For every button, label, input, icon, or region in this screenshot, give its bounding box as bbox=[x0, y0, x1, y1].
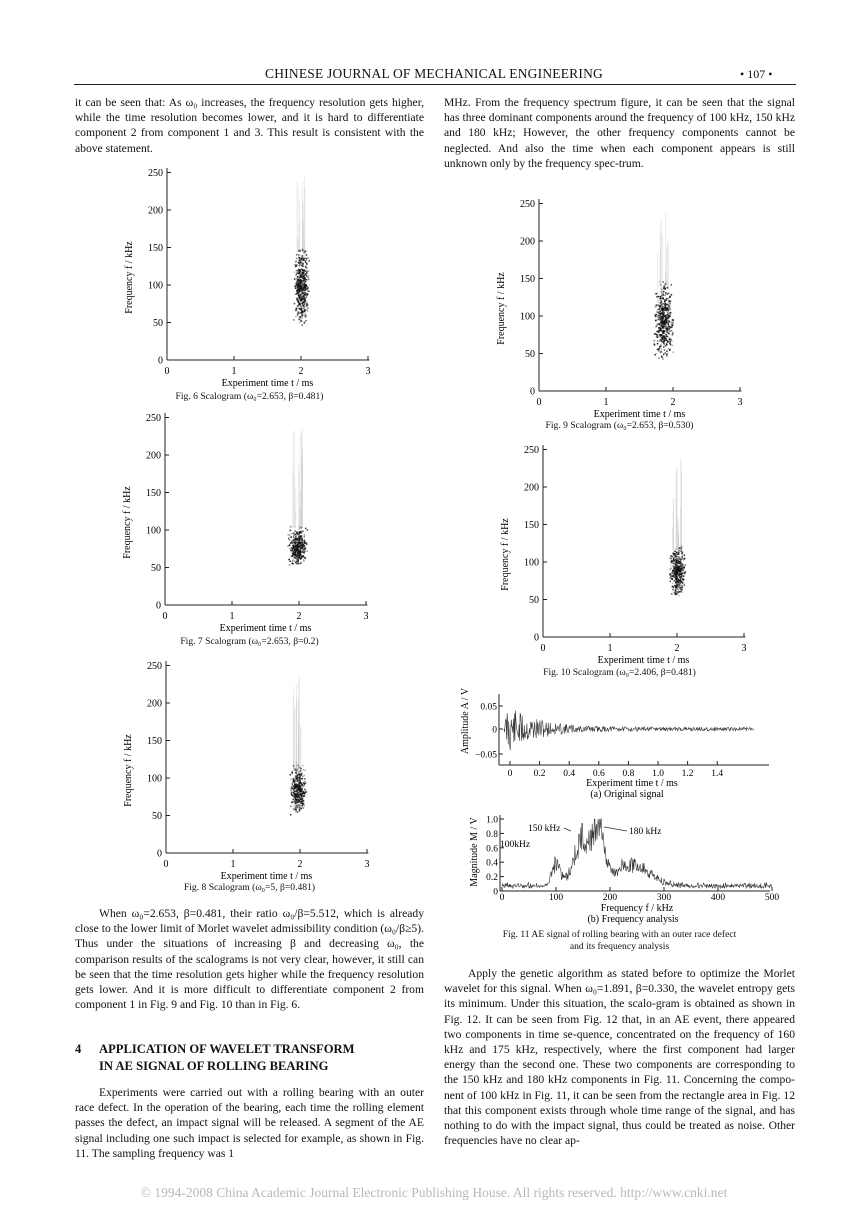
fig11b-y-tick: 0 bbox=[493, 887, 498, 898]
fig11a-x-tick: 1.4 bbox=[711, 769, 724, 779]
scalogram-energy bbox=[669, 458, 686, 597]
x-tick-label: 0 bbox=[540, 643, 546, 654]
fig11a-waveform bbox=[504, 711, 754, 751]
y-tick-label: 150 bbox=[524, 520, 539, 531]
y-tick-label: 0 bbox=[156, 600, 161, 612]
x-tick-label: 1 bbox=[229, 611, 235, 622]
y-tick-label: 250 bbox=[148, 168, 163, 179]
page-number: • 107 • bbox=[740, 67, 773, 81]
journal-title: CHINESE JOURNAL OF MECHANICAL ENGINEERING bbox=[265, 66, 603, 81]
fig11a-x-tick: 0.6 bbox=[592, 769, 605, 779]
fig6-caption: Fig. 6 Scalogram (ω₀=2.653, β=0.481) bbox=[175, 391, 324, 402]
fig11-caption: Fig. 11 AE signal of rolling bearing with an outer race defect and its frequency analysis bbox=[502, 929, 737, 952]
y-tick-label: 200 bbox=[147, 698, 162, 710]
x-tick-label: 0 bbox=[536, 397, 542, 408]
fig11b-y-tick: 1.0 bbox=[486, 815, 498, 826]
y-tick-label: 100 bbox=[524, 557, 539, 569]
fig11b-subcaption: (b) Frequency analysis bbox=[587, 914, 679, 925]
fig11a-axes bbox=[499, 694, 769, 765]
right-paragraph-1: MHz. From the frequency spectrum figure, it can be seen that the signal has three dominant components around the frequency of 100 kHz, 150 kHz and 180 kHz; However, the other frequency components cannot be neglected. And also the time when each component appears is still unknown only by the frequency spec-trum. bbox=[444, 96, 795, 170]
fig11b-xlabel: Frequency f / kHz bbox=[600, 903, 674, 914]
x-tick-label: 1 bbox=[231, 366, 237, 377]
fig11a-subcaption: (a) Original signal bbox=[590, 789, 664, 800]
scalogram-energy bbox=[287, 429, 308, 566]
y-tick-label: 250 bbox=[524, 445, 539, 456]
y-tick-label: 250 bbox=[147, 661, 162, 672]
x-tick-label: 3 bbox=[741, 643, 747, 654]
y-tick-label: 150 bbox=[520, 274, 535, 285]
y-tick-label: 0 bbox=[534, 632, 539, 644]
fig11b-y-tick: 0.8 bbox=[486, 829, 498, 840]
fig8-scalogram bbox=[111, 653, 401, 883]
y-tick-label: 200 bbox=[148, 205, 163, 217]
y-tick-label: 0 bbox=[530, 386, 535, 398]
fig6-scalogram bbox=[112, 160, 402, 390]
fig11b-y-tick: 0.2 bbox=[486, 873, 498, 884]
fig8-caption: Fig. 8 Scalogram (ω₀=5, β=0.481) bbox=[183, 882, 316, 893]
fig11a-x-tick: 0.8 bbox=[622, 769, 635, 779]
header-rule bbox=[74, 84, 796, 85]
y-axis-label: Frequency f / kHz bbox=[122, 486, 133, 559]
fig11-signal-plots bbox=[444, 688, 795, 928]
scalogram-energy bbox=[293, 175, 310, 326]
fig11b-x-tick: 200 bbox=[602, 893, 618, 903]
fig11a-y-tick: 0 bbox=[492, 725, 497, 736]
fig11a-y-tick: −0.05 bbox=[475, 750, 497, 761]
x-tick-label: 3 bbox=[365, 366, 371, 377]
y-tick-label: 200 bbox=[520, 236, 535, 248]
y-axis-label: Frequency f / kHz bbox=[496, 272, 507, 345]
y-axis-label: Frequency f / kHz bbox=[124, 241, 135, 314]
x-tick-label: 0 bbox=[162, 611, 168, 622]
y-axis-label: Frequency f / kHz bbox=[500, 518, 511, 591]
scalogram-energy bbox=[290, 675, 307, 815]
y-tick-label: 50 bbox=[151, 563, 161, 574]
x-tick-label: 2 bbox=[297, 859, 303, 870]
section-heading: 4 APPLICATION OF WAVELET TRANSFORM IN AE SIGNAL OF ROLLING BEARING bbox=[75, 1042, 355, 1073]
fig11b-x-tick: 500 bbox=[764, 893, 780, 903]
y-tick-label: 100 bbox=[148, 280, 163, 292]
x-axis-label: Experiment time t / ms bbox=[220, 871, 313, 882]
fig9-scalogram bbox=[484, 191, 774, 421]
y-tick-label: 0 bbox=[157, 848, 162, 860]
y-tick-label: 150 bbox=[147, 736, 162, 747]
x-tick-label: 0 bbox=[164, 366, 170, 377]
y-tick-label: 50 bbox=[153, 318, 163, 329]
x-tick-label: 2 bbox=[298, 366, 304, 377]
fig11b-x-tick: 300 bbox=[656, 893, 672, 903]
x-tick-label: 0 bbox=[163, 859, 169, 870]
fig11b-x-tick: 400 bbox=[710, 893, 726, 903]
x-tick-label: 3 bbox=[363, 611, 369, 622]
y-tick-label: 50 bbox=[525, 349, 535, 360]
y-tick-label: 50 bbox=[529, 595, 539, 606]
x-tick-label: 3 bbox=[737, 397, 743, 408]
y-tick-label: 250 bbox=[146, 413, 161, 424]
copyright-footer: © 1994-2008 China Academic Journal Electronic Publishing House. All rights reserved. http://www.cnki.net bbox=[140, 1185, 728, 1200]
fig11b-y-tick: 0.6 bbox=[486, 844, 498, 855]
x-tick-label: 1 bbox=[603, 397, 609, 408]
fig11b-x-tick: 0 bbox=[499, 893, 505, 903]
x-tick-label: 2 bbox=[674, 643, 680, 654]
left-paragraph-1: it can be seen that: As ω₀ increases, the frequency resolution gets higher, while the time resolution becomes lower, and it is hard to differentiate component 2 from component 1 and 3. This result is consistent with the above statement. bbox=[75, 96, 424, 155]
left-paragraph-3: Experiments were carried out with a rolling bearing with an outer race defect. In the operation of the bearing, each time the rolling element passes the defect, an impact signal will be released. A segment of the AE signal including one such impact is selected for example, as shown in Fig. 11. The sampling frequency was 1 bbox=[75, 1086, 424, 1160]
y-tick-label: 100 bbox=[520, 311, 535, 323]
y-tick-label: 100 bbox=[147, 773, 162, 785]
scalogram-energy bbox=[653, 213, 673, 360]
x-axis-label: Experiment time t / ms bbox=[593, 409, 686, 420]
x-tick-label: 2 bbox=[670, 397, 676, 408]
fig11a-x-tick: 0 bbox=[507, 769, 513, 779]
x-tick-label: 1 bbox=[607, 643, 613, 654]
fig7-scalogram bbox=[110, 405, 400, 635]
fig11a-xlabel: Experiment time t / ms bbox=[586, 778, 678, 789]
fig10-caption: Fig. 10 Scalogram (ω₀=2.406, β=0.481) bbox=[543, 667, 696, 678]
x-axis-label: Experiment time t / ms bbox=[597, 655, 690, 666]
y-tick-label: 200 bbox=[524, 482, 539, 494]
fig11b-x-tick: 100 bbox=[548, 893, 564, 903]
x-axis-label: Experiment time t / ms bbox=[221, 378, 314, 389]
fig11b-y-tick: 0.4 bbox=[486, 858, 498, 869]
y-tick-label: 200 bbox=[146, 450, 161, 462]
x-tick-label: 2 bbox=[296, 611, 302, 622]
left-paragraph-2: When ω₀=2.653, β=0.481, their ratio ω₀/β=5.512, which is already close to the lower limit of Morlet wavelet admissibility condition (ω₀/β≥5). Thus under the situations of increasing β and decreasing ω₀, the comparison results of the scalograms is not very clear, however, it still can be seen that the time resolution gets higher while the frequency resolution gets lower. And it is more difficult to differentiate component 2 from component 1 in Fig. 9 and Fig. 10 than in Fig. 6. bbox=[75, 907, 424, 1012]
y-tick-label: 100 bbox=[146, 525, 161, 537]
x-axis-label: Experiment time t / ms bbox=[219, 623, 312, 634]
fig9-caption: Fig. 9 Scalogram (ω₀=2.653, β=0.530) bbox=[545, 420, 694, 431]
fig11b-ylabel: Magnitude M / V bbox=[469, 817, 480, 887]
y-tick-label: 150 bbox=[146, 488, 161, 499]
fig11a-x-tick: 0.4 bbox=[563, 769, 576, 779]
fig7-caption: Fig. 7 Scalogram (ω₀=2.653, β=0.2) bbox=[180, 636, 319, 647]
y-tick-label: 0 bbox=[158, 355, 163, 367]
x-tick-label: 1 bbox=[230, 859, 236, 870]
y-axis-label: Frequency f / kHz bbox=[123, 734, 134, 807]
annotation-150khz: 150 kHz bbox=[528, 824, 561, 834]
fig10-scalogram bbox=[488, 437, 778, 667]
fig11a-x-tick: 0.2 bbox=[533, 769, 546, 779]
y-tick-label: 50 bbox=[152, 811, 162, 822]
x-tick-label: 3 bbox=[364, 859, 370, 870]
annotation-100khz: 100kHz bbox=[500, 840, 531, 850]
fig11a-x-tick: 1.0 bbox=[652, 769, 664, 779]
fig11a-y-tick: 0.05 bbox=[480, 702, 497, 713]
y-tick-label: 150 bbox=[148, 243, 163, 254]
fig11a-x-tick: 1.2 bbox=[681, 769, 694, 779]
annotation-180khz: 180 kHz bbox=[629, 827, 662, 837]
right-paragraph-2: Apply the genetic algorithm as stated before to optimize the Morlet wavelet for this signal. When ω₀=1.891, β=0.330, the wavelet entropy gets its minimum. Under this situation, the scalo-gram is obtained as shown in Fig. 12. It can be seen from Fig. 12 that, in an AE event, there appeared two components in time se-quence, concentrated on the frequency of 160 kHz and 175 kHz, respectively, where the first component had larger energy than the second one. These two components are corresponding to the 150 kHz and 180 kHz components in Fig. 11. Concerning the compo-nent of 100 kHz in Fig. 11, it can be seen from the rectangle area in Fig. 12 that this component exists through whole time range of the signal, and has nothing to do with the impact signal, thus could be treated as noise. Other frequencies have no clear ap- bbox=[444, 967, 795, 1148]
y-tick-label: 250 bbox=[520, 199, 535, 210]
fig11a-ylabel: Amplitude A / V bbox=[460, 688, 471, 755]
